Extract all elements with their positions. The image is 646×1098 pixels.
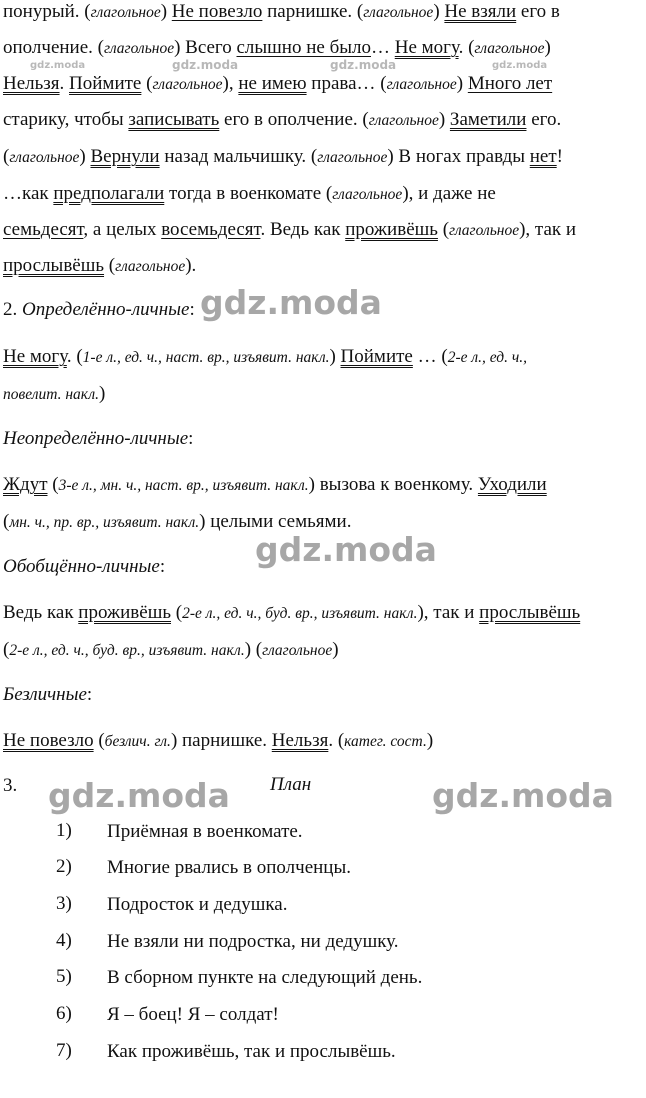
plan-item-number: 4) <box>56 930 72 951</box>
plan-item-text: Как проживёшь, так и прослывёшь. <box>107 1041 396 1062</box>
watermark: gdz.moda <box>492 60 548 71</box>
s2-line-3: Ждут (3-е л., мн. ч., наст. вр., изъявит. накл.) вызова к военкому. Уходили <box>3 474 547 495</box>
watermark: gdz.moda <box>172 58 239 72</box>
s1-line-5: (глагольное) Вернули назад мальчишку. (глагольное) В ногах правды нет! <box>3 146 563 167</box>
s1-line-1: понурый. (глагольное) Не повезло парнишке. (глагольное) Не взяли его в <box>3 1 560 22</box>
s2-line-7: Не повезло (безлич. гл.) парнишке. Нельзя. (катег. сост.) <box>3 730 434 751</box>
s2-heading: 2. Определённо-личные: <box>3 299 195 320</box>
s2-line-4: (мн. ч., пр. вр., изъявит. накл.) целыми семьями. <box>3 511 352 532</box>
s1-line-3: Нельзя. Поймите (глагольное), не имею права… (глагольное) Много лет <box>3 73 553 94</box>
s2-line-5: Ведь как проживёшь (2-е л., ед. ч., буд. вр., изъявит. накл.), так и прослывёшь <box>3 602 581 623</box>
s1-line-8: прослывёшь (глагольное). <box>3 255 197 276</box>
s2-heading-3: Обобщённо-личные: <box>3 556 166 577</box>
s1-line-2: ополчение. (глагольное) Всего слышно не было… Не могу. (глагольное) <box>3 37 551 58</box>
s1-line-6: …как предполагали тогда в военкомате (глагольное), и даже не <box>3 183 496 204</box>
s1-line-4: старику, чтобы записывать его в ополчение. (глагольное) Заметили его. <box>3 109 562 130</box>
s3-number: 3. <box>3 775 18 796</box>
watermark: gdz.moda <box>200 283 382 322</box>
plan-item-number: 2) <box>56 856 72 877</box>
plan-item-text: Не взяли ни подростка, ни дедушку. <box>107 931 399 952</box>
plan-item-number: 3) <box>56 893 72 914</box>
plan-item-number: 6) <box>56 1003 72 1024</box>
watermark: gdz.moda <box>432 776 614 815</box>
watermark: gdz.moda <box>255 530 437 569</box>
plan-item-number: 1) <box>56 820 72 841</box>
plan-item-text: Приёмная в военкомате. <box>107 821 303 842</box>
plan-title: План <box>270 774 312 795</box>
plan-item-number: 5) <box>56 966 72 987</box>
plan-item-text: Многие рвались в ополченцы. <box>107 857 351 878</box>
plan-item-text: Подросток и дедушка. <box>107 894 288 915</box>
watermark: gdz.moda <box>330 58 397 72</box>
s2-line-2: повелит. накл.) <box>3 383 106 404</box>
s2-line-6: (2-е л., ед. ч., буд. вр., изъявит. накл.) (глагольное) <box>3 639 339 660</box>
s1-line-7: семьдесят, а целых восемьдесят. Ведь как проживёшь (глагольное), так и <box>3 219 577 240</box>
s2-heading-2: Неопределённо-личные: <box>3 428 194 449</box>
plan-item-text: В сборном пункте на следующий день. <box>107 967 423 988</box>
watermark: gdz.moda <box>48 776 230 815</box>
s2-line-1: Не могу. (1-е л., ед. ч., наст. вр., изъявит. накл.) Поймите … (2-е л., ед. ч., <box>3 346 527 367</box>
plan-item-number: 7) <box>56 1040 72 1061</box>
watermark: gdz.moda <box>30 60 86 71</box>
s2-heading-4: Безличные: <box>3 684 93 705</box>
plan-item-text: Я – боец! Я – солдат! <box>107 1004 279 1025</box>
